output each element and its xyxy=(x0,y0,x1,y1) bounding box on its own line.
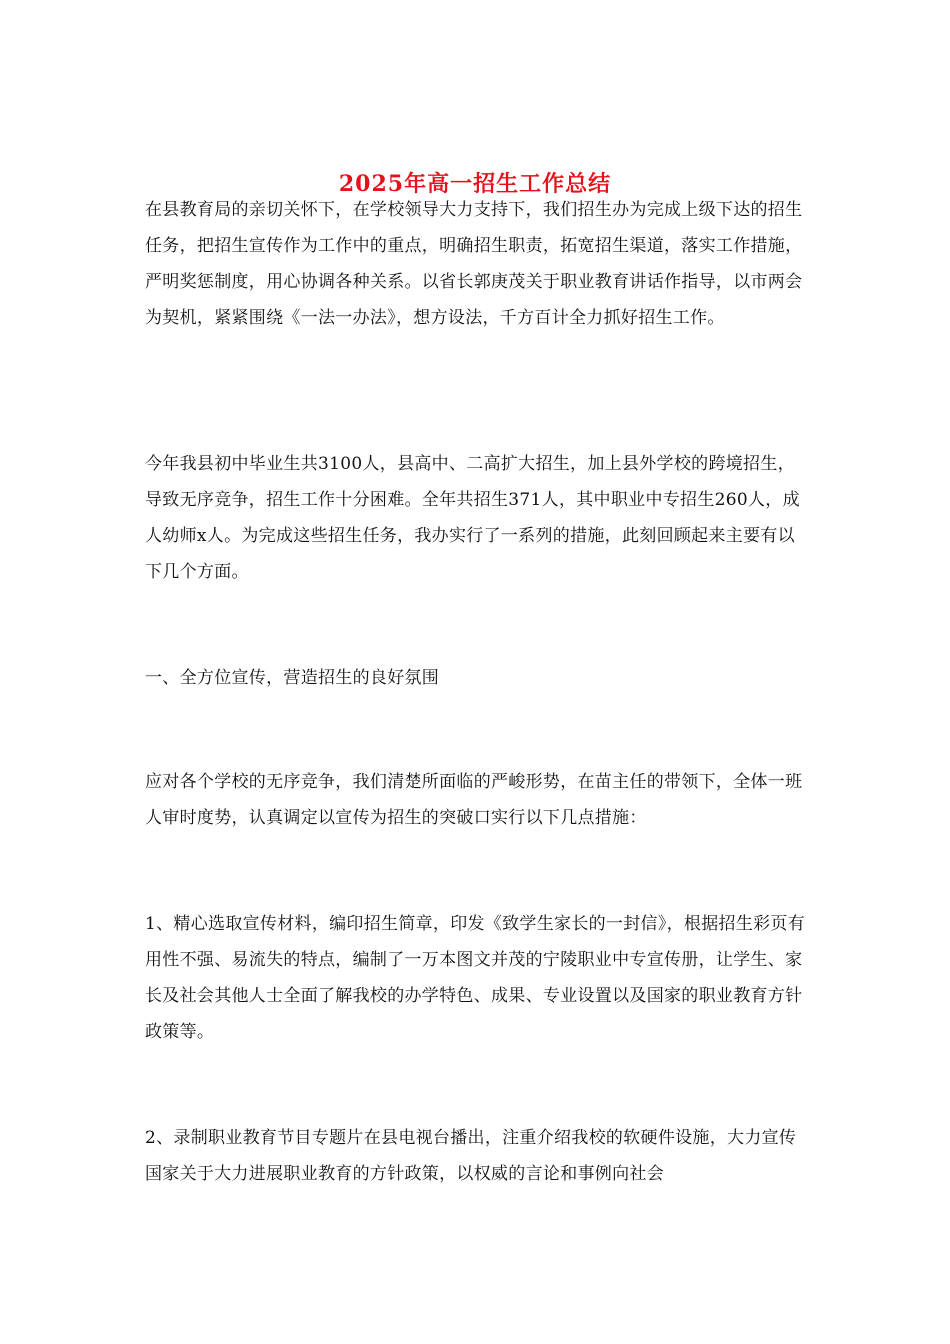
section-heading-publicity: 一、全方位宣传，营造招生的良好氛围 xyxy=(145,668,440,688)
paragraph-intro: 在县教育局的亲切关怀下，在学校领导大力支持下，我们招生办为完成上级下达的招生任务，把招生宣传作为工作中的重点，明确招生职责，拓宽招生渠道，落实工作措施，严明奖惩制度，用心协调各种关系。以省长郭庚茂关于职业教育讲话作指导，以市两会为契机，紧紧围绕《一法一办法》，想方设法，千方百计全力抓好招生工作。 xyxy=(145,200,803,328)
paragraph-measure-2: 2、录制职业教育节目专题片在县电视台播出，注重介绍我校的软硬件设施，大力宣传国家关于大力进展职业教育的方针政策，以权威的言论和事例向社会 xyxy=(145,1128,797,1184)
paragraph-measure-1: 1、精心选取宣传材料，编印招生简章，印发《致学生家长的一封信》，根据招生彩页有用性不强、易流失的特点，编制了一万本图文并茂的宁陵职业中专宣传册，让学生、家长及社会其他人士全面了解我校的办学特色、成果、专业设置以及国家的职业教育方针政策等。 xyxy=(145,914,806,1042)
document-title: 2025年高一招生工作总结 xyxy=(338,170,612,197)
paragraph-measures-intro: 应对各个学校的无序竞争，我们清楚所面临的严峻形势，在苗主任的带领下，全体一班人审时度势，认真调定以宣传为招生的突破口实行以下几点措施： xyxy=(145,772,803,828)
paragraph-enrollment-stats: 今年我县初中毕业生共3100人，县高中、二高扩大招生，加上县外学校的跨境招生，导致无序竞争，招生工作十分困难。全年共招生371人，其中职业中专招生260人，成人幼师x人。为完成这些招生任务，我办实行了一系列的措施，此刻回顾起来主要有以下几个方面。 xyxy=(145,454,800,582)
